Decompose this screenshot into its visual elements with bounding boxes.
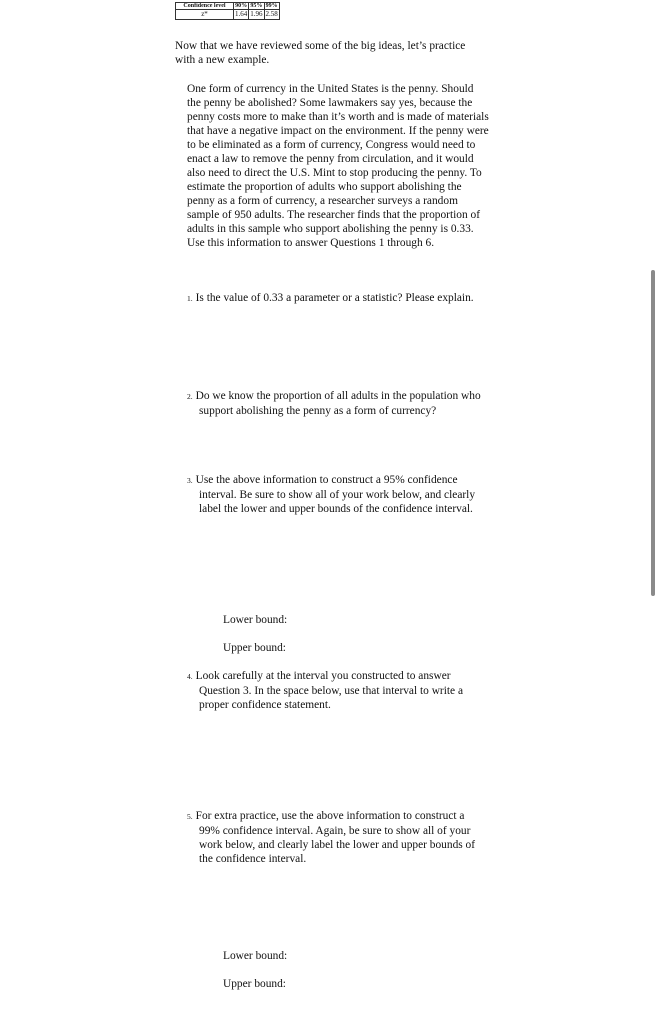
q5-lower-bound-label: Lower bound:	[223, 950, 288, 962]
question-5	[187, 809, 487, 866]
question-text: Use the above information to construct a 95% confidence interval. Be sure to show all of your work below, and clearly label the lower and upper bounds of the confidence interval.	[195, 474, 476, 515]
question-number: 4.	[187, 672, 193, 681]
q3-upper-bound-label: Upper bound:	[223, 642, 286, 654]
confidence-level-header: Confidence level	[176, 3, 234, 10]
question-number: 1.	[187, 294, 193, 303]
confidence-99-header: 99%	[265, 3, 278, 9]
z-star-table	[175, 2, 280, 20]
confidence-95-header: 95%	[250, 3, 263, 9]
z-star-90: 1.64	[235, 10, 248, 18]
q5-upper-bound-label: Upper bound:	[223, 978, 286, 990]
question-text: Do we know the proportion of all adults in the population who support abolishing the penny as a form of currency?	[195, 390, 481, 417]
scenario-paragraph: One form of currency in the United States is the penny. Should the penny be abolished? Some lawmakers say yes, because the penny costs more to make than it’s worth and is made of materials that have a negative impact on the environment. If the penny were to be eliminated as a form of currency, Congress would need to enact a law to remove the penny from circulation, and it would also need to direct the U.S. Mint to stop producing the penny. To estimate the proportion of adults who support abolishing the penny as a form of currency, a researcher surveys a random sample of 950 adults. The researcher finds that the proportion of adults in this sample who support abolishing the penny is 0.33. Use this information to answer Questions 1 through 6.	[187, 83, 489, 249]
question-number: 3.	[187, 476, 193, 485]
question-4	[187, 669, 487, 712]
question-3	[187, 473, 487, 516]
question-number: 2.	[187, 392, 193, 401]
q3-lower-bound-label: Lower bound:	[223, 614, 288, 626]
vertical-scrollbar[interactable]	[651, 270, 655, 596]
question-2	[187, 389, 487, 418]
z-star-99: 2.58	[265, 10, 278, 18]
z-star-95: 1.96	[250, 10, 263, 18]
confidence-90-header: 90%	[235, 3, 248, 9]
z-star-label: z*	[176, 10, 234, 20]
intro-paragraph: Now that we have reviewed some of the big ideas, let’s practice with a new example.	[175, 40, 466, 66]
question-text: Is the value of 0.33 a parameter or a statistic? Please explain.	[195, 292, 474, 304]
question-number: 5.	[187, 812, 193, 821]
question-text: Look carefully at the interval you constructed to answer Question 3. In the space below, use that interval to write a proper confidence statement.	[195, 670, 464, 711]
question-text: For extra practice, use the above information to construct a 99% confidence interval. Again, be sure to show all of your work below, and clearly label the lower and upper bounds of the confidence interval.	[195, 810, 476, 865]
question-1	[187, 291, 487, 306]
